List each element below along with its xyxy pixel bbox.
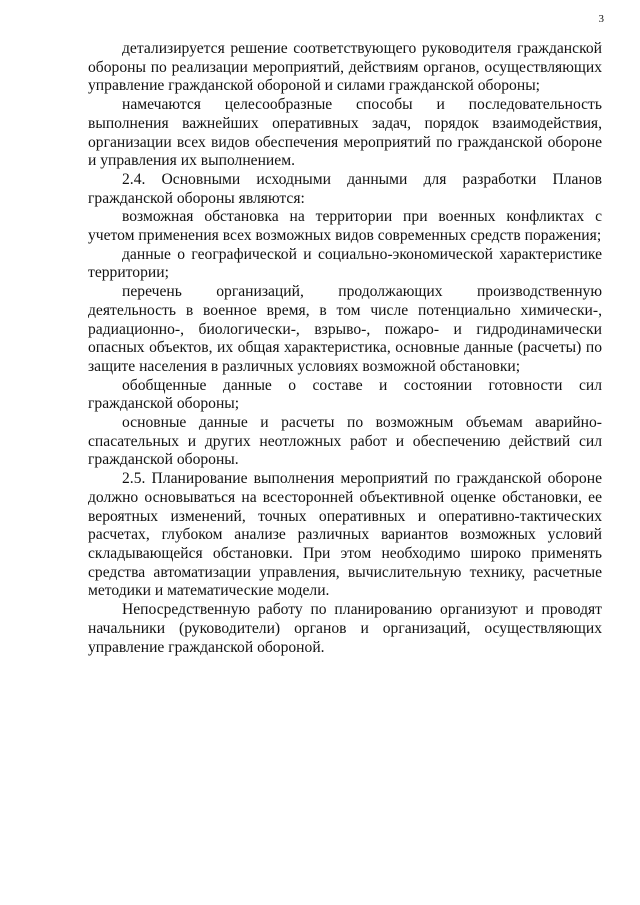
- page-number: 3: [598, 13, 604, 25]
- list-paragraph: данные о географической и социально-экономической характеристике территории;: [88, 245, 602, 282]
- section-paragraph: 2.4. Основными исходными данными для разработки Планов гражданской обороны являются:: [88, 170, 602, 207]
- paragraph: Непосредственную работу по планированию организуют и проводят начальники (руководители) органов и организаций, осуществляющих управление гражданской обороной.: [88, 601, 602, 656]
- section-paragraph: 2.5. Планирование выполнения мероприятий по гражданской обороне должно основываться на всесторонней объективной оценке обстановки, ее вероятных изменений, точных оперативных и оперативно-тактических расчетах, глубоком анализе различных вариантов возможных условий складывающейся обстановки. При этом необходимо широко применять средства автоматизации управления, вычислительную технику, расчетные методики и математические модели.: [88, 470, 602, 600]
- document-body: [88, 40, 602, 657]
- list-paragraph: перечень организаций, продолжающих производственную деятельность в военное время, в том числе потенциально химически-, радиационно-, биологически-, взрыво-, пожаро- и гидродинамически опасных объектов, их общая характеристика, основные данные (расчеты) по защите населения в различных условиях возможной обстановки;: [88, 283, 602, 375]
- list-paragraph: обобщенные данные о составе и состоянии готовности сил гражданской обороны;: [88, 376, 602, 413]
- paragraph: детализируется решение соответствующего руководителя гражданской обороны по реализации мероприятий, действиям органов, осуществляющих управление гражданской обороной и силами гражданской обороны;: [88, 40, 602, 95]
- paragraph: намечаются целесообразные способы и последовательность выполнения важнейших оперативных задач, порядок взаимодействия, организации всех видов обеспечения мероприятий по гражданской обороне и управления их выполнением.: [88, 96, 602, 170]
- list-paragraph: основные данные и расчеты по возможным объемам аварийно-спасательных и других неотложных работ и обеспечению действий сил гражданской обороны.: [88, 414, 602, 469]
- list-paragraph: возможная обстановка на территории при военных конфликтах с учетом применения всех возможных видов современных средств поражения;: [88, 208, 602, 245]
